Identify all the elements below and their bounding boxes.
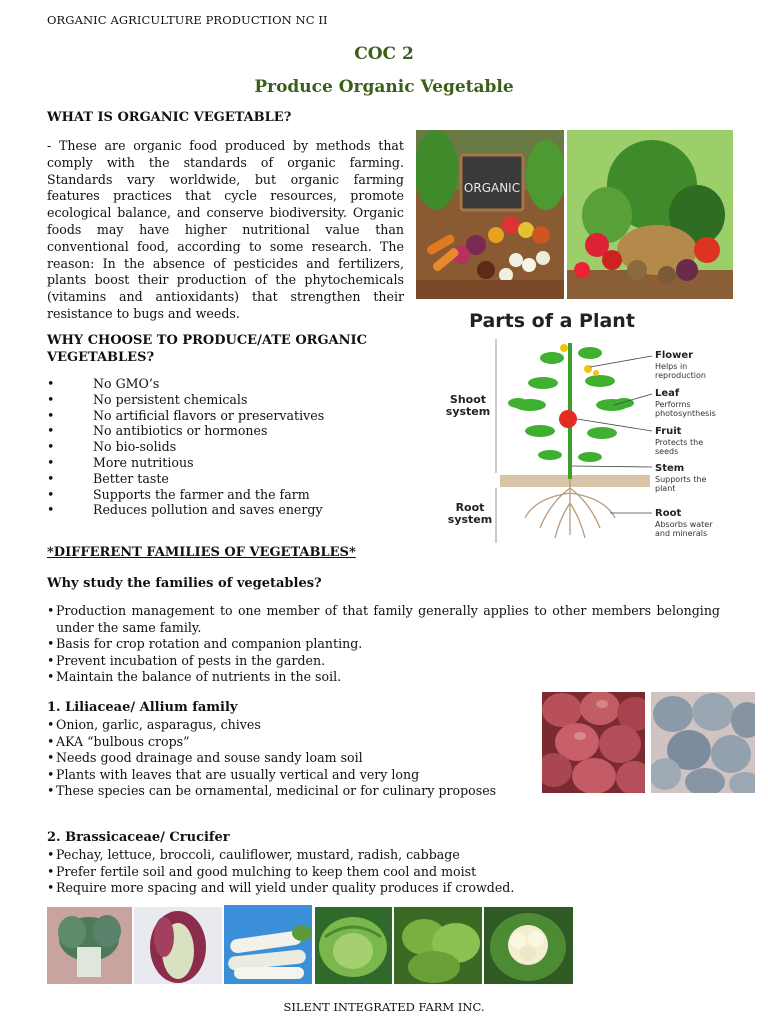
fruit-drawing xyxy=(559,410,577,428)
list-item-text: Production management to one member of that family generally applies to other members belonging under the same family. xyxy=(56,603,720,635)
list-item xyxy=(47,783,530,800)
list-item xyxy=(47,439,324,455)
part-flower-name: Flower xyxy=(655,350,694,361)
list-item-text: Better taste xyxy=(93,470,169,486)
bullet: • xyxy=(47,636,55,652)
part-fruit-desc1: Protects the xyxy=(655,438,704,447)
list-item xyxy=(47,653,720,670)
list-item-text: No antibiotics or hormones xyxy=(93,423,268,439)
page-subtitle: Produce Organic Vegetable xyxy=(254,77,514,97)
part-stem-desc1: Supports the xyxy=(655,475,707,484)
bullet: • xyxy=(47,847,55,862)
section-paragraph-what-is: - These are organic food produced by methods that comply with the standards of organic farming. Standards vary worldwide, but organic farming features practices that cycle resources, promote ecological balance, and conserve biodiversity. Organic foods may have higher nutritional value than conventional food, according to some research. The reason: In the absence of pesticides and fertilizers, plants boost their production of the phytochemicals (vitamins and antioxidants) that strengthen their resistance to bugs and weeds. xyxy=(47,138,404,321)
part-root-name: Root xyxy=(655,508,682,519)
bullet: • xyxy=(47,439,55,455)
list-item-text: Plants with leaves that are usually vertical and very long xyxy=(56,766,420,782)
list-item-text: Maintain the balance of nutrients in the soil. xyxy=(56,669,342,685)
list-item-text: No bio-solids xyxy=(93,439,177,455)
bullet: • xyxy=(47,391,55,407)
list-item xyxy=(47,636,720,653)
list-item-text: No artificial flavors or preservatives xyxy=(93,407,325,423)
bullet: • xyxy=(47,717,55,732)
root-system-label-1: Root xyxy=(455,501,485,514)
list-item-text: No GMO’s xyxy=(93,376,160,391)
part-stem-desc2: plant xyxy=(655,484,676,493)
list-item xyxy=(47,767,530,784)
bullet: • xyxy=(47,376,55,391)
part-fruit-name: Fruit xyxy=(655,426,682,437)
mustard-photo xyxy=(394,907,482,984)
families-question: Why study the families of vegetables? xyxy=(47,576,322,591)
families-reasons-list xyxy=(47,603,720,686)
coc-title: COC 2 xyxy=(354,44,414,64)
bullet: • xyxy=(47,766,55,782)
bullet: • xyxy=(47,652,55,668)
bullet: • xyxy=(47,669,55,685)
list-item xyxy=(47,864,720,881)
list-item-text: Pechay, lettuce, broccoli, cauliflower, mustard, radish, cabbage xyxy=(56,847,460,862)
bullet: • xyxy=(47,423,55,439)
why-choose-list xyxy=(47,376,324,518)
bullet: • xyxy=(47,470,55,486)
list-item-text: These species can be ornamental, medicinal or for culinary proposes xyxy=(56,783,497,799)
list-item-text: Onion, garlic, asparagus, chives xyxy=(56,717,261,732)
list-item xyxy=(47,502,324,518)
list-item-text: Basis for crop rotation and companion planting. xyxy=(56,636,363,652)
list-item xyxy=(47,603,720,636)
bullet: • xyxy=(47,733,55,749)
list-item xyxy=(47,392,324,408)
family2-heading: 2. Brassicaceae/ Crucifer xyxy=(47,830,230,845)
organic-vegetables-photo-1 xyxy=(416,130,564,299)
document-footer: SILENT INTEGRATED FARM INC. xyxy=(283,1000,485,1014)
list-item xyxy=(47,717,530,734)
parts-of-plant-diagram xyxy=(440,303,730,553)
bullet: • xyxy=(47,863,55,879)
shoot-system-label-2: system xyxy=(445,405,491,418)
chalkboard-text: ORGANIC xyxy=(463,181,521,195)
list-item-text: Require more spacing and will yield under quality produces if crowded. xyxy=(56,880,515,896)
part-root-desc2: and minerals xyxy=(655,529,708,538)
lettuce-photo xyxy=(134,907,222,984)
list-item-text: No persistent chemicals xyxy=(93,391,248,407)
list-item xyxy=(47,847,720,864)
document-header: ORGANIC AGRICULTURE PRODUCTION NC II xyxy=(47,13,328,27)
family1-list xyxy=(47,717,530,800)
flower-drawing xyxy=(560,344,568,352)
section-heading-what-is: WHAT IS ORGANIC VEGETABLE? xyxy=(47,110,292,125)
bullet: • xyxy=(47,486,55,502)
list-item-text: More nutritious xyxy=(93,454,194,470)
part-fruit-desc2: seeds xyxy=(655,447,679,456)
section-heading-families: *DIFFERENT FAMILIES OF VEGETABLES* xyxy=(47,545,356,560)
bullet: • xyxy=(47,750,55,766)
list-item xyxy=(47,408,324,424)
list-item-text: AKA “bulbous crops” xyxy=(56,733,190,749)
list-item xyxy=(47,423,324,439)
cauliflower-photo xyxy=(484,907,573,984)
family2-list xyxy=(47,847,720,897)
bullet: • xyxy=(47,603,55,618)
pechay-photo xyxy=(47,907,132,984)
list-item-text: Prevent incubation of pests in the garden. xyxy=(56,652,326,668)
list-item xyxy=(47,750,530,767)
list-item xyxy=(47,734,530,751)
diagram-title: Parts of a Plant xyxy=(469,310,635,332)
part-stem-name: Stem xyxy=(655,463,685,474)
part-leaf-desc1: Performs xyxy=(655,400,691,409)
list-item-text: Prefer fertile soil and good mulching to keep them cool and moist xyxy=(56,863,477,879)
root-system-label-2: system xyxy=(447,513,493,526)
bullet: • xyxy=(47,454,55,470)
shoot-system-label-1: Shoot xyxy=(449,393,487,406)
bullet: • xyxy=(47,783,55,799)
list-item xyxy=(47,669,720,686)
part-flower-desc1: Helps in xyxy=(655,362,688,371)
part-leaf-name: Leaf xyxy=(655,388,680,399)
cabbage-photo xyxy=(315,907,392,984)
list-item xyxy=(47,487,324,503)
list-item xyxy=(47,455,324,471)
list-item xyxy=(47,471,324,487)
list-item-text: Supports the farmer and the farm xyxy=(93,486,310,502)
garlic-photo xyxy=(651,692,755,793)
part-leaf-desc2: photosynthesis xyxy=(655,409,716,418)
bullet: • xyxy=(47,880,55,896)
family1-heading: 1. Liliaceae/ Allium family xyxy=(47,700,238,715)
organic-vegetables-photo-2 xyxy=(567,130,733,299)
section-heading-why-choose-line1: WHY CHOOSE TO PRODUCE/ATE ORGANIC xyxy=(47,333,367,348)
part-root-desc1: Absorbs water xyxy=(655,520,713,529)
onion-photo xyxy=(542,692,645,793)
part-flower-desc2: reproduction xyxy=(655,371,706,380)
list-item xyxy=(47,376,324,392)
list-item-text: Reduces pollution and saves energy xyxy=(93,502,323,518)
list-item xyxy=(47,880,720,897)
radish-photo xyxy=(224,905,312,984)
section-heading-why-choose-line2: VEGETABLES? xyxy=(47,350,155,365)
list-item-text: Needs good drainage and souse sandy loam soil xyxy=(56,750,363,766)
bullet: • xyxy=(47,407,55,423)
bullet: • xyxy=(47,502,55,518)
